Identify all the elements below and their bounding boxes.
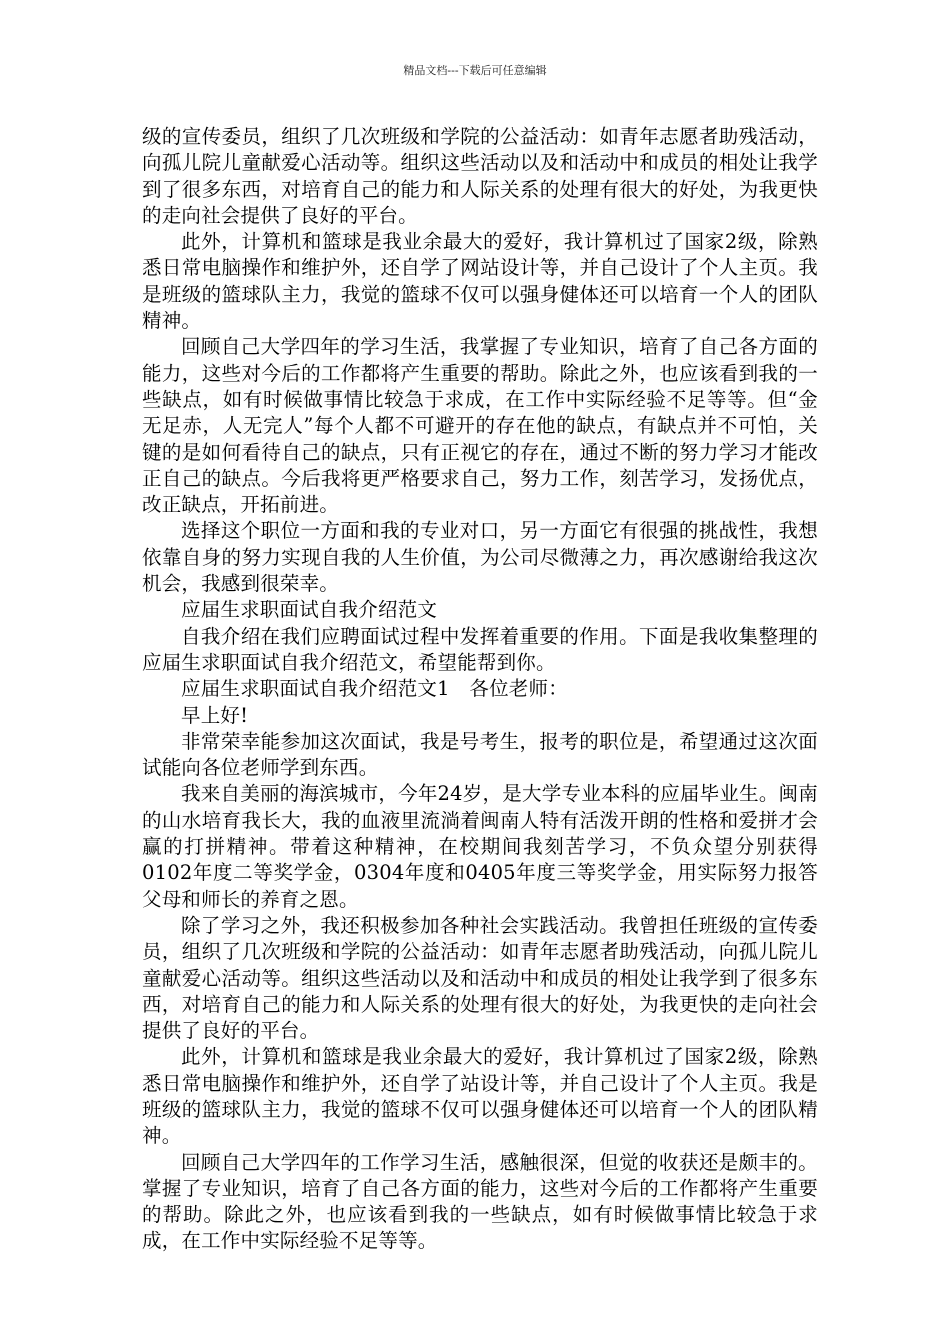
paragraph: 回顾自己大学四年的工作学习生活，感触很深，但觉的收获还是颇丰的。掌握了专业知识，培育了自己各方面的能力，这些对今后的工作都将产生重要的帮助。除此之外，也应该看到我的一些缺点，如有时候做事情比较急于求成，在工作中实际经验不足等等。: [142, 1150, 818, 1253]
paragraph: 非常荣幸能参加这次面试，我是号考生，报考的职位是，希望通过这次面试能向各位老师学到东西。: [142, 729, 818, 780]
paragraph: 除了学习之外，我还积极参加各种社会实践活动。我曾担任班级的宣传委员，组织了几次班级和学院的公益活动：如青年志愿者助残活动，向孤儿院儿童献爱心活动等。组织这些活动以及和活动中和成员的相处让我学到了很多东西，对培育自己的能力和人际关系的处理有很大的好处，为我更快的走向社会提供了良好的平台。: [142, 913, 818, 1043]
paragraph: 此外，计算机和篮球是我业余最大的爱好，我计算机过了国家2级，除熟悉日常电脑操作和维护外，还自学了站设计等，并自己设计了个人主页。我是班级的篮球队主力，我觉的篮球不仅可以强身健体还可以培育一个人的团队精神。: [142, 1045, 818, 1148]
paragraph: 此外，计算机和篮球是我业余最大的爱好，我计算机过了国家2级，除熟悉日常电脑操作和维护外，还自学了网站设计等，并自己设计了个人主页。我是班级的篮球队主力，我觉的篮球不仅可以强身健体还可以培育一个人的团队精神。: [142, 230, 818, 333]
paragraph: 级的宣传委员，组织了几次班级和学院的公益活动：如青年志愿者助残活动，向孤儿院儿童献爱心活动等。组织这些活动以及和活动中和成员的相处让我学到了很多东西，对培育自己的能力和人际关系的处理有很大的好处，为我更快的走向社会提供了良好的平台。: [142, 125, 818, 227]
document-body: [142, 124, 818, 1255]
paragraph: 选择这个职位一方面和我的专业对口，另一方面它有很强的挑战性，我想依靠自身的努力实现自我的人生价值，为公司尽微薄之力，再次感谢给我这次机会，我感到很荣幸。: [142, 519, 818, 596]
paragraph: 应届生求职面试自我介绍范文1 各位老师：: [181, 677, 568, 701]
page-header: 精品文档---下载后可任意编辑: [403, 64, 547, 77]
paragraph: 早上好!: [181, 703, 249, 727]
paragraph: 我来自美丽的海滨城市，今年24岁，是大学专业本科的应届毕业生。闽南的山水培育我长大，我的血液里流淌着闽南人特有活泼开朗的性格和爱拼才会赢的打拼精神。带着这种精神，在校期间我刻苦学习，不负众望分别获得0102年度二等奖学金，0304年度和0405年度三等奖学金，用实际努力报答父母和师长的养育之恩。: [142, 782, 818, 911]
section-title: 应届生求职面试自我介绍范文: [181, 598, 438, 622]
paragraph: 回顾自己大学四年的学习生活，我掌握了专业知识，培育了自己各方面的能力，这些对今后的工作都将产生重要的帮助。除此之外，也应该看到我的一些缺点，如有时候做事情比较急于求成，在工作中实际经验不足等等。但“金无足赤，人无完人”每个人都不可避开的存在他的缺点，有缺点并不可怕，关键的是如何看待自己的缺点，只有正视它的存在，通过不断的努力学习才能改正自己的缺点。今后我将更严格要求自己，努力工作，刻苦学习，发扬优点，改正缺点，开拓前进。: [142, 335, 818, 517]
paragraph: 自我介绍在我们应聘面试过程中发挥着重要的作用。下面是我收集整理的应届生求职面试自我介绍范文，希望能帮到你。: [142, 624, 818, 674]
